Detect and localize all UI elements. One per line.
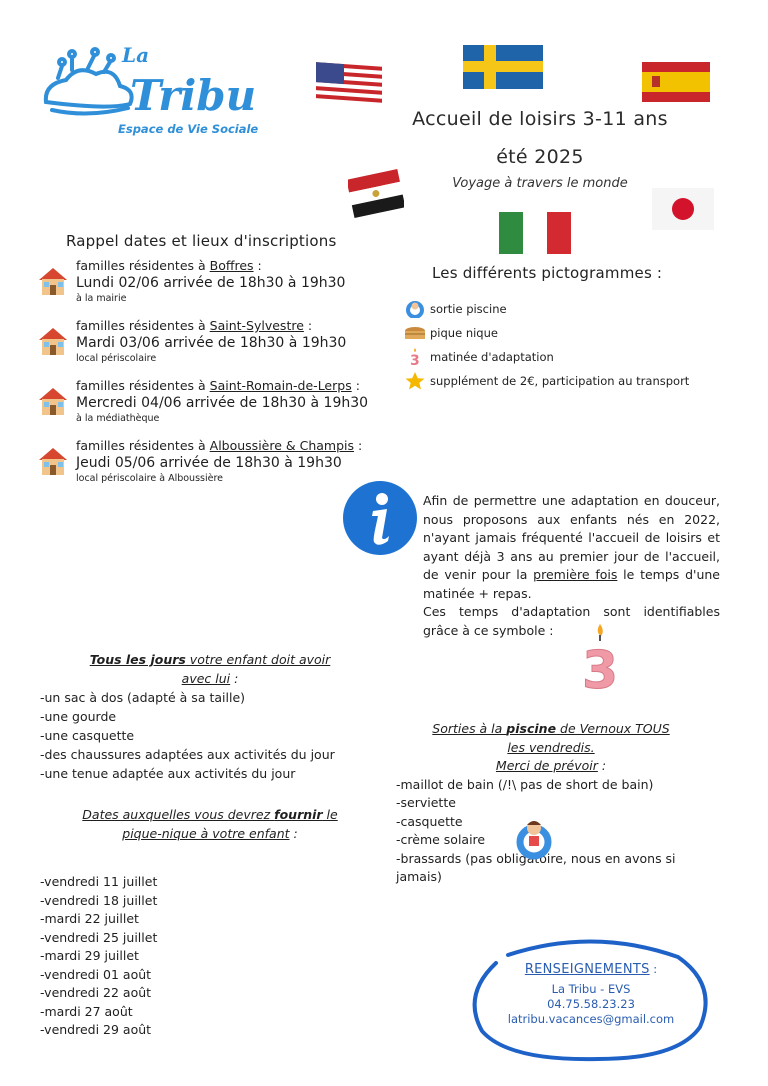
- registration-location: local périscolaire à Alboussière: [76, 473, 223, 484]
- contact-email[interactable]: latribu.vacances@gmail.com: [507, 1012, 675, 1026]
- candle-three-icon: [404, 348, 426, 366]
- adaptation-info: Afin de permettre une adaptation en douceur, nous proposons aux enfants nés en 2022, n'ayant jamais fréquenté l'accueil de loisirs et ayant déjà 3 ans au premier jour de l'accueil, de venir pour la première fois le temps d'une matinée + repas. Ces temps d'adaptation sont identifiables grâce à ce symbole :: [423, 492, 720, 640]
- daily-heading: Tous les jours votre enfant doit avoir avec lui :: [89, 652, 331, 686]
- pool-heading: Sorties à la piscine de Vernoux TOUS les vendredis. Merci de prévoir :: [432, 721, 670, 773]
- list-item: -brassards (pas obligatoire, nous en avons si jamais): [396, 850, 676, 884]
- place-link: Boffres: [209, 258, 254, 273]
- usa-flag: [314, 60, 386, 104]
- list-item: -casquette: [396, 813, 463, 829]
- pool-section: [396, 720, 706, 887]
- house-icon: [36, 384, 70, 418]
- place-link: Saint-Romain-de-Lerps: [209, 378, 352, 393]
- list-item: -maillot de bain (/!\ pas de short de bain): [396, 776, 654, 792]
- list-item: -une casquette: [40, 728, 135, 743]
- list-item: -vendredi 22 août: [40, 985, 152, 1000]
- logo-la: La: [122, 43, 150, 67]
- picnic-basket-icon: [404, 324, 426, 342]
- sweden-flag: [460, 42, 546, 92]
- registration-location: à la mairie: [76, 293, 127, 304]
- contact-info: RENSEIGNEMENTS : La Tribu - EVS 04.75.58.23.23 latribu.vacances@gmail.com: [476, 962, 706, 1027]
- list-item: -mardi 22 juillet: [40, 911, 139, 926]
- list-item: -mardi 27 août: [40, 1003, 133, 1019]
- house-icon: [36, 264, 70, 298]
- house-icon: [36, 324, 70, 358]
- picnic-dates-section: [40, 805, 380, 1040]
- japan-flag: [650, 186, 716, 232]
- logo-subtitle: Espace de Vie Sociale: [118, 122, 259, 136]
- pictogram-item: 3 matinée d'adaptation: [404, 348, 554, 366]
- registration-heading: Rappel dates et lieux d'inscriptions: [66, 232, 337, 250]
- list-item: -une tenue adaptée aux activités du jour: [40, 766, 296, 781]
- registration-location: local périscolaire: [76, 353, 157, 364]
- pictogram-item: pique nique: [404, 324, 498, 342]
- picnic-heading: Dates auxquelles vous devrez fournir le pique-nique à votre enfant :: [82, 807, 338, 841]
- registration-date: Mardi 03/06 arrivée de 18h30 à 19h30: [76, 335, 347, 351]
- list-item: -des chaussures adaptées aux activités du jour: [40, 747, 335, 762]
- italy-flag: [496, 208, 574, 258]
- pictogram-item: supplément de 2€, participation au transport: [404, 372, 689, 390]
- list-item: -serviette: [396, 795, 456, 810]
- symbol-note: Ces temps d'adaptation sont identifiables grâce à ce symbole :: [423, 604, 720, 638]
- list-item: -vendredi 01 août: [40, 966, 152, 982]
- title-line-1: Accueil de loisirs 3-11 ans: [412, 108, 668, 130]
- swim-ring-icon: [512, 816, 556, 860]
- svg-text:3: 3: [410, 353, 420, 366]
- registration-date: Lundi 02/06 arrivée de 18h30 à 19h30: [76, 275, 346, 291]
- contact-phone[interactable]: 04.75.58.23.23: [547, 997, 635, 1011]
- house-icon: [36, 444, 70, 478]
- pictogram-item: sortie piscine: [404, 300, 507, 318]
- list-item: -crème solaire: [396, 832, 486, 847]
- list-item: -vendredi 11 juillet: [40, 874, 158, 889]
- list-item: -vendredi 29 août: [40, 1022, 152, 1037]
- place-link: Saint-Sylvestre: [209, 318, 304, 333]
- contact-heading: RENSEIGNEMENTS: [524, 962, 650, 977]
- list-item: -une gourde: [40, 709, 117, 724]
- registration-date: Jeudi 05/06 arrivée de 18h30 à 19h30: [76, 455, 342, 471]
- title-line-2: été 2025: [496, 146, 584, 168]
- registration-date: Mercredi 04/06 arrivée de 18h30 à 19h30: [76, 395, 369, 411]
- candle-three-icon: [580, 622, 620, 690]
- swim-ring-icon: [404, 300, 426, 318]
- svg-text:3: 3: [582, 641, 619, 690]
- la-tribu-logo: [38, 40, 268, 140]
- registration-location: à la médiathèque: [76, 413, 160, 424]
- contact-org: La Tribu - EVS: [551, 982, 631, 996]
- pictograms-heading: Les différents pictogrammes :: [432, 264, 663, 282]
- list-item: -mardi 29 juillet: [40, 948, 139, 963]
- list-item: -vendredi 25 juillet: [40, 929, 158, 945]
- page-subtitle: Voyage à travers le monde: [452, 176, 628, 191]
- daily-items-section: [40, 650, 380, 783]
- list-item: -un sac à dos (adapté à sa taille): [40, 690, 246, 705]
- first-time-text: première fois: [533, 567, 618, 582]
- place-link: Alboussière & Champis: [209, 438, 355, 453]
- spain-flag: [640, 60, 712, 104]
- page-title: [380, 100, 700, 176]
- info-icon: [342, 480, 418, 556]
- list-item: -vendredi 18 juillet: [40, 892, 158, 908]
- star-icon: [404, 372, 426, 390]
- logo-name: Tribu: [130, 71, 257, 120]
